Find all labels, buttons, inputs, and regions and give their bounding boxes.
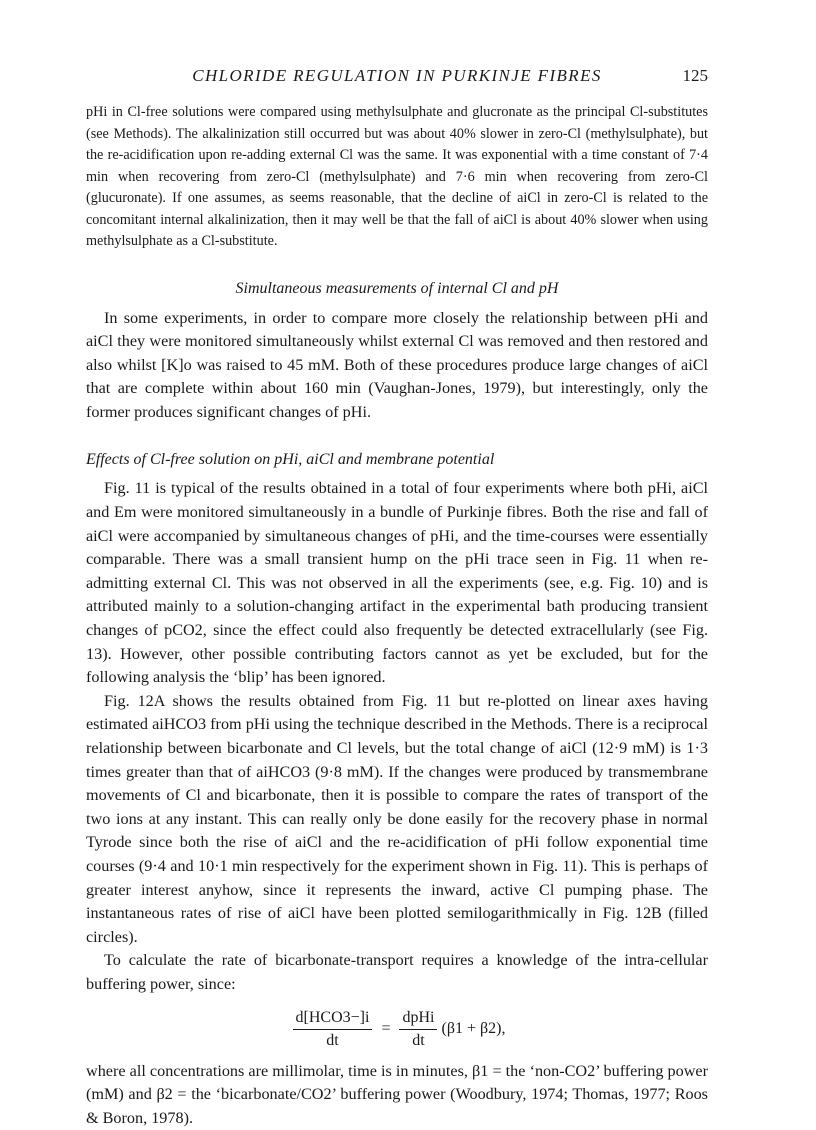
section2-closing-paragraph: where all concentrations are millimolar, time is in minutes, β1 = the ‘non-CO2’ buffering power (mM) and β2 = the ‘bicarbonate/CO2’ buffering power (Woodbury, 1974; Thomas, 1977; Roos & Boron, 1978). — [86, 1061, 708, 1127]
equation-rhs-fraction — [399, 1009, 437, 1050]
page — [86, 66, 708, 1130]
section2-paragraph-3: To calculate the rate of bicarbonate-transport requires a knowledge of the intra-cellular buffering power, since: — [86, 951, 708, 993]
equation-rhs-numerator: dpHi — [399, 1009, 437, 1030]
section1-paragraph: In some experiments, in order to compare more closely the relationship between pHi and aiCl they were monitored simultaneously whilst external Cl was removed and then restored and also whilst [K]o was raised to 45 mM. Both of these procedures produce large changes of aiCl that are complete within about 160 min (Vaughan-Jones, 1979), but interestingly, only the former produces significant changes of pHi. — [86, 308, 708, 421]
section2-paragraph-2: Fig. 12A shows the results obtained from Fig. 11 but re-plotted on linear axes having estimated aiHCO3 from pHi using the technique described in the Methods. There is a reciprocal relationship between bicarbonate and Cl levels, but the total change of aiCl (12·9 mM) is 1·3 times greater than that of aiHCO3 (9·8 mM). If the changes were produced by transmembrane movements of Cl and bicarbonate, then it is possible to compare the rates of transport of the two ions at any instant. This can really only be done easily for the recovery phase in normal Tyrode since both the rise of aiCl and the re-acidification of pHi follow exponential time courses (9·4 and 10·1 min respectively for the experiment shown in Fig. 11). This is perhaps of greater interest anyhow, since it represents the inward, active Cl pumping phase. The instantaneous rates of rise of aiCl have been plotted semilogarithmically in Fig. 12B (filled circles). — [86, 691, 708, 946]
page-number: 125 — [682, 66, 708, 85]
equation-rhs-denominator: dt — [412, 1031, 425, 1049]
section2-paragraph-1: Fig. 11 is typical of the results obtained in a total of four experiments where both pHi, aiCl and Em were monitored simultaneously in a bundle of Purkinje fibres. Both the rise and fall of aiCl were accompanied by simultaneous changes of pHi, and the time-courses were essentially comparable. There was a small transient hump on the pHi trace seen in Fig. 11 when re-admitting external Cl. This was not observed in all the experiments (see, e.g. Fig. 10) and is attributed mainly to a solution-changing artifact in the experimental bath producing transient changes of pCO2, since the effect could also frequently be detected extracellularly (see Fig. 13). However, other possible contributing factors cannot as yet be excluded, but for the following analysis the ‘blip’ has been ignored. — [86, 479, 708, 687]
intro-paragraph: pHi in Cl-free solutions were compared using methylsulphate and glucronate as the principal Cl-substitutes (see Methods). The alkalinization still occurred but was about 40% slower in zero-Cl (methylsulphate), but the re-acidification upon re-adding external Cl was the same. It was exponential with a time constant of 7·4 min when recovering from zero-Cl (methylsulphate) and 7·6 min when recovering from zero-Cl (glucuronate). If one assumes, as seems reasonable, that the decline of aiCl in zero-Cl is related to the concomitant internal alkalinization, then it may well be that the fall of aiCl is about 40% slower when using methylsulphate as a Cl-substitute. — [86, 104, 708, 249]
equation-lhs-numerator: d[HCO3−]i — [293, 1009, 373, 1030]
running-header — [86, 66, 708, 96]
equation-equals: = — [381, 1020, 391, 1038]
section-heading-effects: Effects of Cl-free solution on pHi, aiCl and membrane potential — [86, 451, 495, 469]
equation-lhs-fraction — [293, 1009, 373, 1050]
running-title: CHLORIDE REGULATION IN PURKINJE FIBRES — [192, 66, 602, 85]
equation-rhs-factor: (β1 + β2), — [441, 1020, 506, 1038]
equation-lhs-denominator: dt — [326, 1031, 339, 1049]
equation — [86, 1009, 708, 1050]
section-heading-simultaneous: Simultaneous measurements of internal Cl and pH — [235, 279, 559, 297]
